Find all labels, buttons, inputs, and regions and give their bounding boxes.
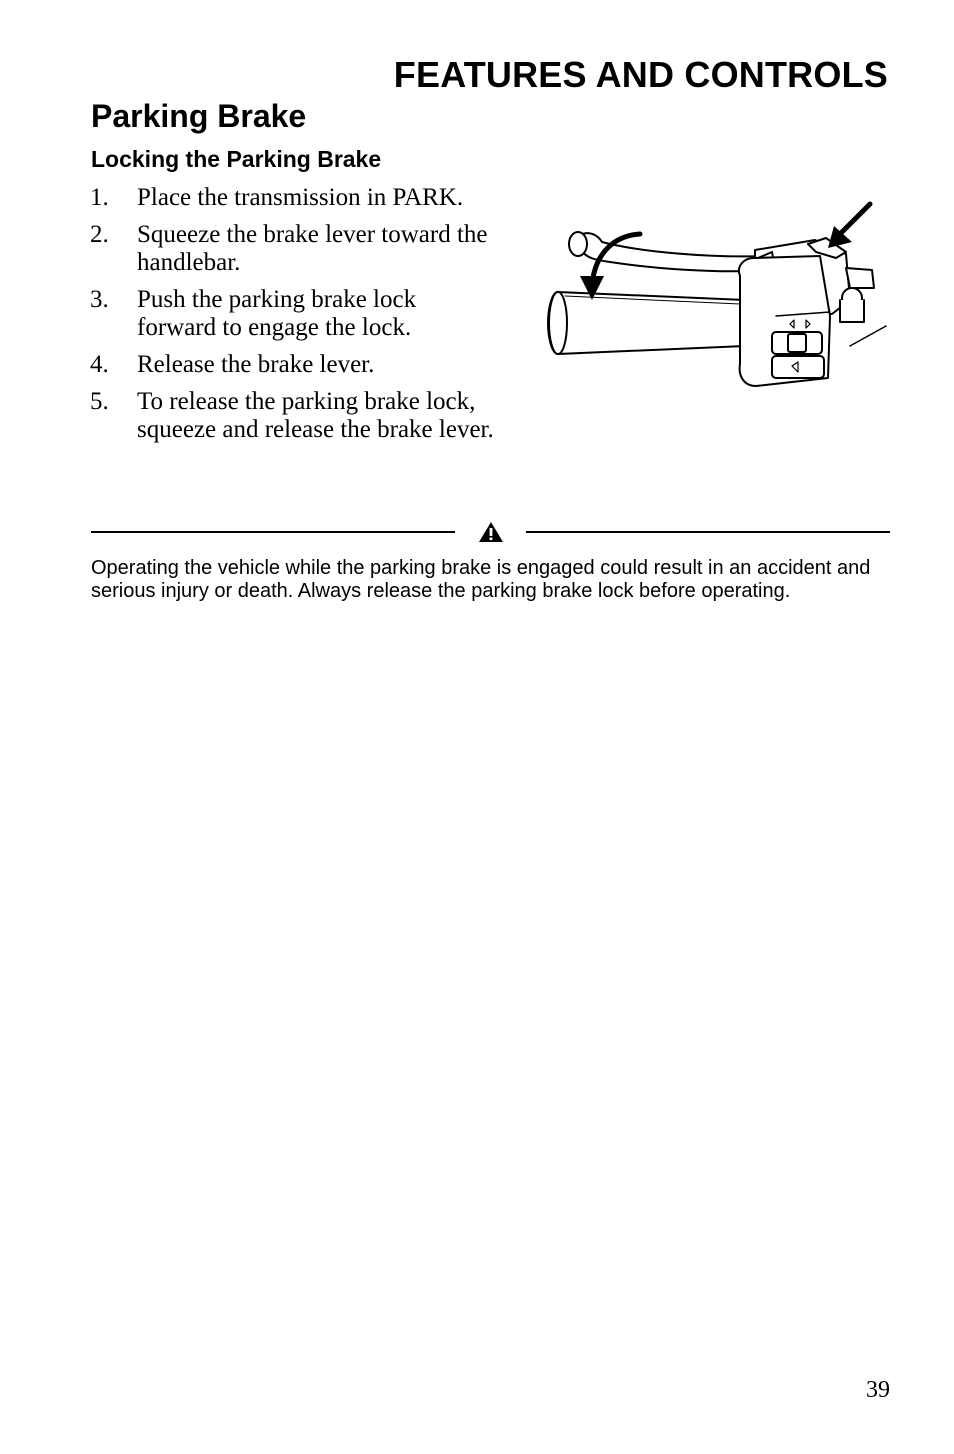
step-number: 4. <box>90 351 109 378</box>
handlebar-brake-lever-illustration <box>540 196 890 396</box>
step-text: Release the brake lever. <box>137 351 375 378</box>
chapter-title: FEATURES AND CONTROLS <box>393 54 888 95</box>
step-item <box>90 286 500 342</box>
warning-divider-right <box>526 531 890 533</box>
step-text: Place the transmission in PARK. <box>137 184 464 211</box>
warning-text: Operating the vehicle while the parking brake is engaged could result in an accident and serious injury or death. Always release the parking brake lock before operating. <box>91 557 871 602</box>
subsection-title: Locking the Parking Brake <box>91 146 382 172</box>
step-text: Push the parking brake lock forward to engage the lock. <box>137 286 417 341</box>
step-item <box>90 388 500 444</box>
step-text: Squeeze the brake lever toward the handlebar. <box>137 221 488 276</box>
warning-triangle-icon <box>477 520 505 544</box>
step-number: 3. <box>90 286 109 313</box>
page-number: 39 <box>866 1377 890 1403</box>
step-text: To release the parking brake lock, squeeze and release the brake lever. <box>137 388 494 443</box>
step-number: 2. <box>90 221 109 248</box>
steps-list <box>90 184 500 453</box>
step-number: 1. <box>90 184 109 211</box>
step-item <box>90 184 500 212</box>
step-number: 5. <box>90 388 109 415</box>
step-item <box>90 351 500 379</box>
step-item <box>90 221 500 277</box>
warning-divider-left <box>91 531 455 533</box>
section-title: Parking Brake <box>91 98 307 134</box>
